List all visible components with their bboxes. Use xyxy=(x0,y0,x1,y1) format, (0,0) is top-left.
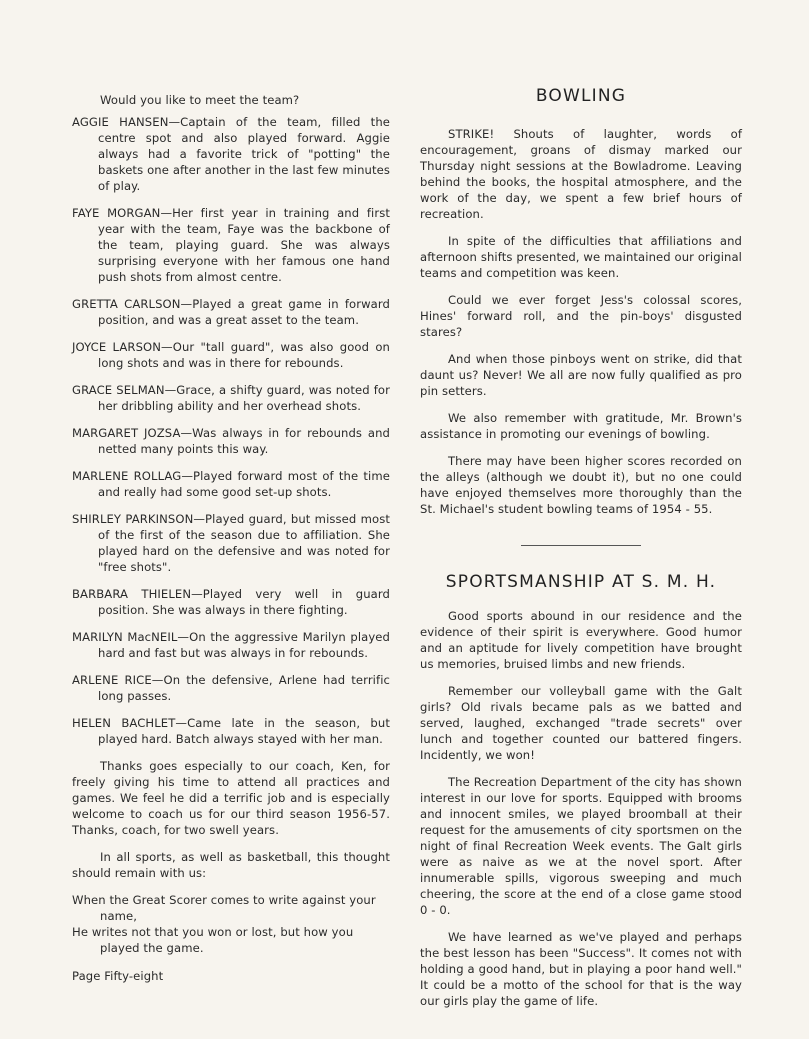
player-entry: MARLENE ROLLAG—Played forward most of the time and really had some good set-up shots. xyxy=(72,469,390,499)
player-entry: GRACE SELMAN—Grace, a shifty guard, was noted for her dribbling ability and her overhead shots. xyxy=(72,383,390,413)
player-entry: HELEN BACHLET—Came late in the season, but played hard. Batch always stayed with her man. xyxy=(72,716,390,746)
player-entry: GRETTA CARLSON—Played a great game in forward position, and was a great asset to the team. xyxy=(72,297,390,327)
sportsmanship-paragraph: We have learned as we've played and perhaps the best lesson has been "Success". It comes not with holding a good hand, but in playing a poor hand well." It could be a motto of the school for that is the way our girls play the game of life. xyxy=(420,930,742,1008)
left-column xyxy=(72,92,390,995)
sportsmanship-heading: SPORTSMANSHIP AT S. M. H. xyxy=(445,572,717,592)
bowling-heading: BOWLING xyxy=(535,86,627,106)
player-entry: AGGIE HANSEN—Captain of the team, filled the centre spot and also played forward. Aggie always had a favorite trick of "potting" the baskets one after another in the last few minutes of play. xyxy=(72,115,390,193)
player-entry: ARLENE RICE—On the defensive, Arlene had terrific long passes. xyxy=(72,673,390,703)
bowling-paragraph: There may have been higher scores recorded on the alleys (although we doubt it), but no one could have enjoyed themselves more thoroughly than the St. Michael's student bowling teams of 1954 - 55. xyxy=(420,454,742,516)
poem-line: When the Great Scorer comes to write against your name, xyxy=(72,893,376,923)
section-divider xyxy=(521,545,641,546)
player-entry: FAYE MORGAN—Her first year in training and first year with the team, Faye was the backbone of the team, playing guard. She was always surprising everyone with her famous one hand push shots from almost centre. xyxy=(72,206,390,284)
page-number: Page Fifty-eight xyxy=(72,969,164,983)
bowling-paragraph: STRIKE! Shouts of laughter, words of encouragement, groans of dismay marked our Thursday night sessions at the Bowladrome. Leaving behind the books, the hospital atmosphere, and the work of the day, we spent a few brief hours of recreation. xyxy=(420,127,742,221)
bowling-paragraph: In spite of the difficulties that affiliations and afternoon shifts presented, we maintained our original teams and competition was keen. xyxy=(420,234,742,280)
bowling-paragraph: We also remember with gratitude, Mr. Brown's assistance in promoting our evenings of bowling. xyxy=(420,411,742,441)
team-intro: Would you like to meet the team? xyxy=(100,93,300,107)
sportsmanship-paragraph: The Recreation Department of the city has shown interest in our love for sports. Equipped with brooms and innocent smiles, we played broomball at their request for the amusements of city sportsmen on the night of final Recreation Week events. The Galt girls were as naive as we at the novel sport. After innumerable spills, vigorous sweeping and much cheering, the score at the end of a close game stood 0 - 0. xyxy=(420,775,742,917)
player-entry: SHIRLEY PARKINSON—Played guard, but missed most of the first of the season due to affiliation. She played hard on the defensive and was noted for "free shots". xyxy=(72,512,390,574)
sportsmanship-paragraph: Remember our volleyball game with the Galt girls? Old rivals became pals as we batted and served, laughed, exchanged "trade secrets" over lunch and together counted our battered fingers. Incidently, we won! xyxy=(420,684,742,762)
thanks-paragraph: Thanks goes especially to our coach, Ken, for freely giving his time to attend all practices and games. We feel he did a terrific job and is especially welcome to coach us for our third season 1956-57. Thanks, coach, for two swell years. xyxy=(72,759,390,837)
right-column xyxy=(420,88,742,1020)
player-entry: JOYCE LARSON—Our "tall guard", was also good on long shots and was in there for rebounds. xyxy=(72,340,390,370)
thought-paragraph: In all sports, as well as basketball, this thought should remain with us: xyxy=(72,850,390,880)
player-entry: MARGARET JOZSA—Was always in for rebounds and netted many points this way. xyxy=(72,426,390,456)
poem-line: He writes not that you won or lost, but how you played the game. xyxy=(72,925,354,955)
bowling-paragraph: And when those pinboys went on strike, did that daunt us? Never! We all are now fully qualified as pro pin setters. xyxy=(420,352,742,398)
player-entry: BARBARA THIELEN—Played very well in guard position. She was always in there fighting. xyxy=(72,587,390,617)
player-entry: MARILYN MacNEIL—On the aggressive Marilyn played hard and fast but was always in for rebounds. xyxy=(72,630,390,660)
sportsmanship-paragraph: Good sports abound in our residence and the evidence of their spirit is everywhere. Good humor and an aptitude for lively competition have brought us memories, bruised limbs and new friends. xyxy=(420,609,742,671)
bowling-paragraph: Could we ever forget Jess's colossal scores, Hines' forward roll, and the pin-boys' disgusted stares? xyxy=(420,293,742,339)
poem xyxy=(72,892,390,956)
